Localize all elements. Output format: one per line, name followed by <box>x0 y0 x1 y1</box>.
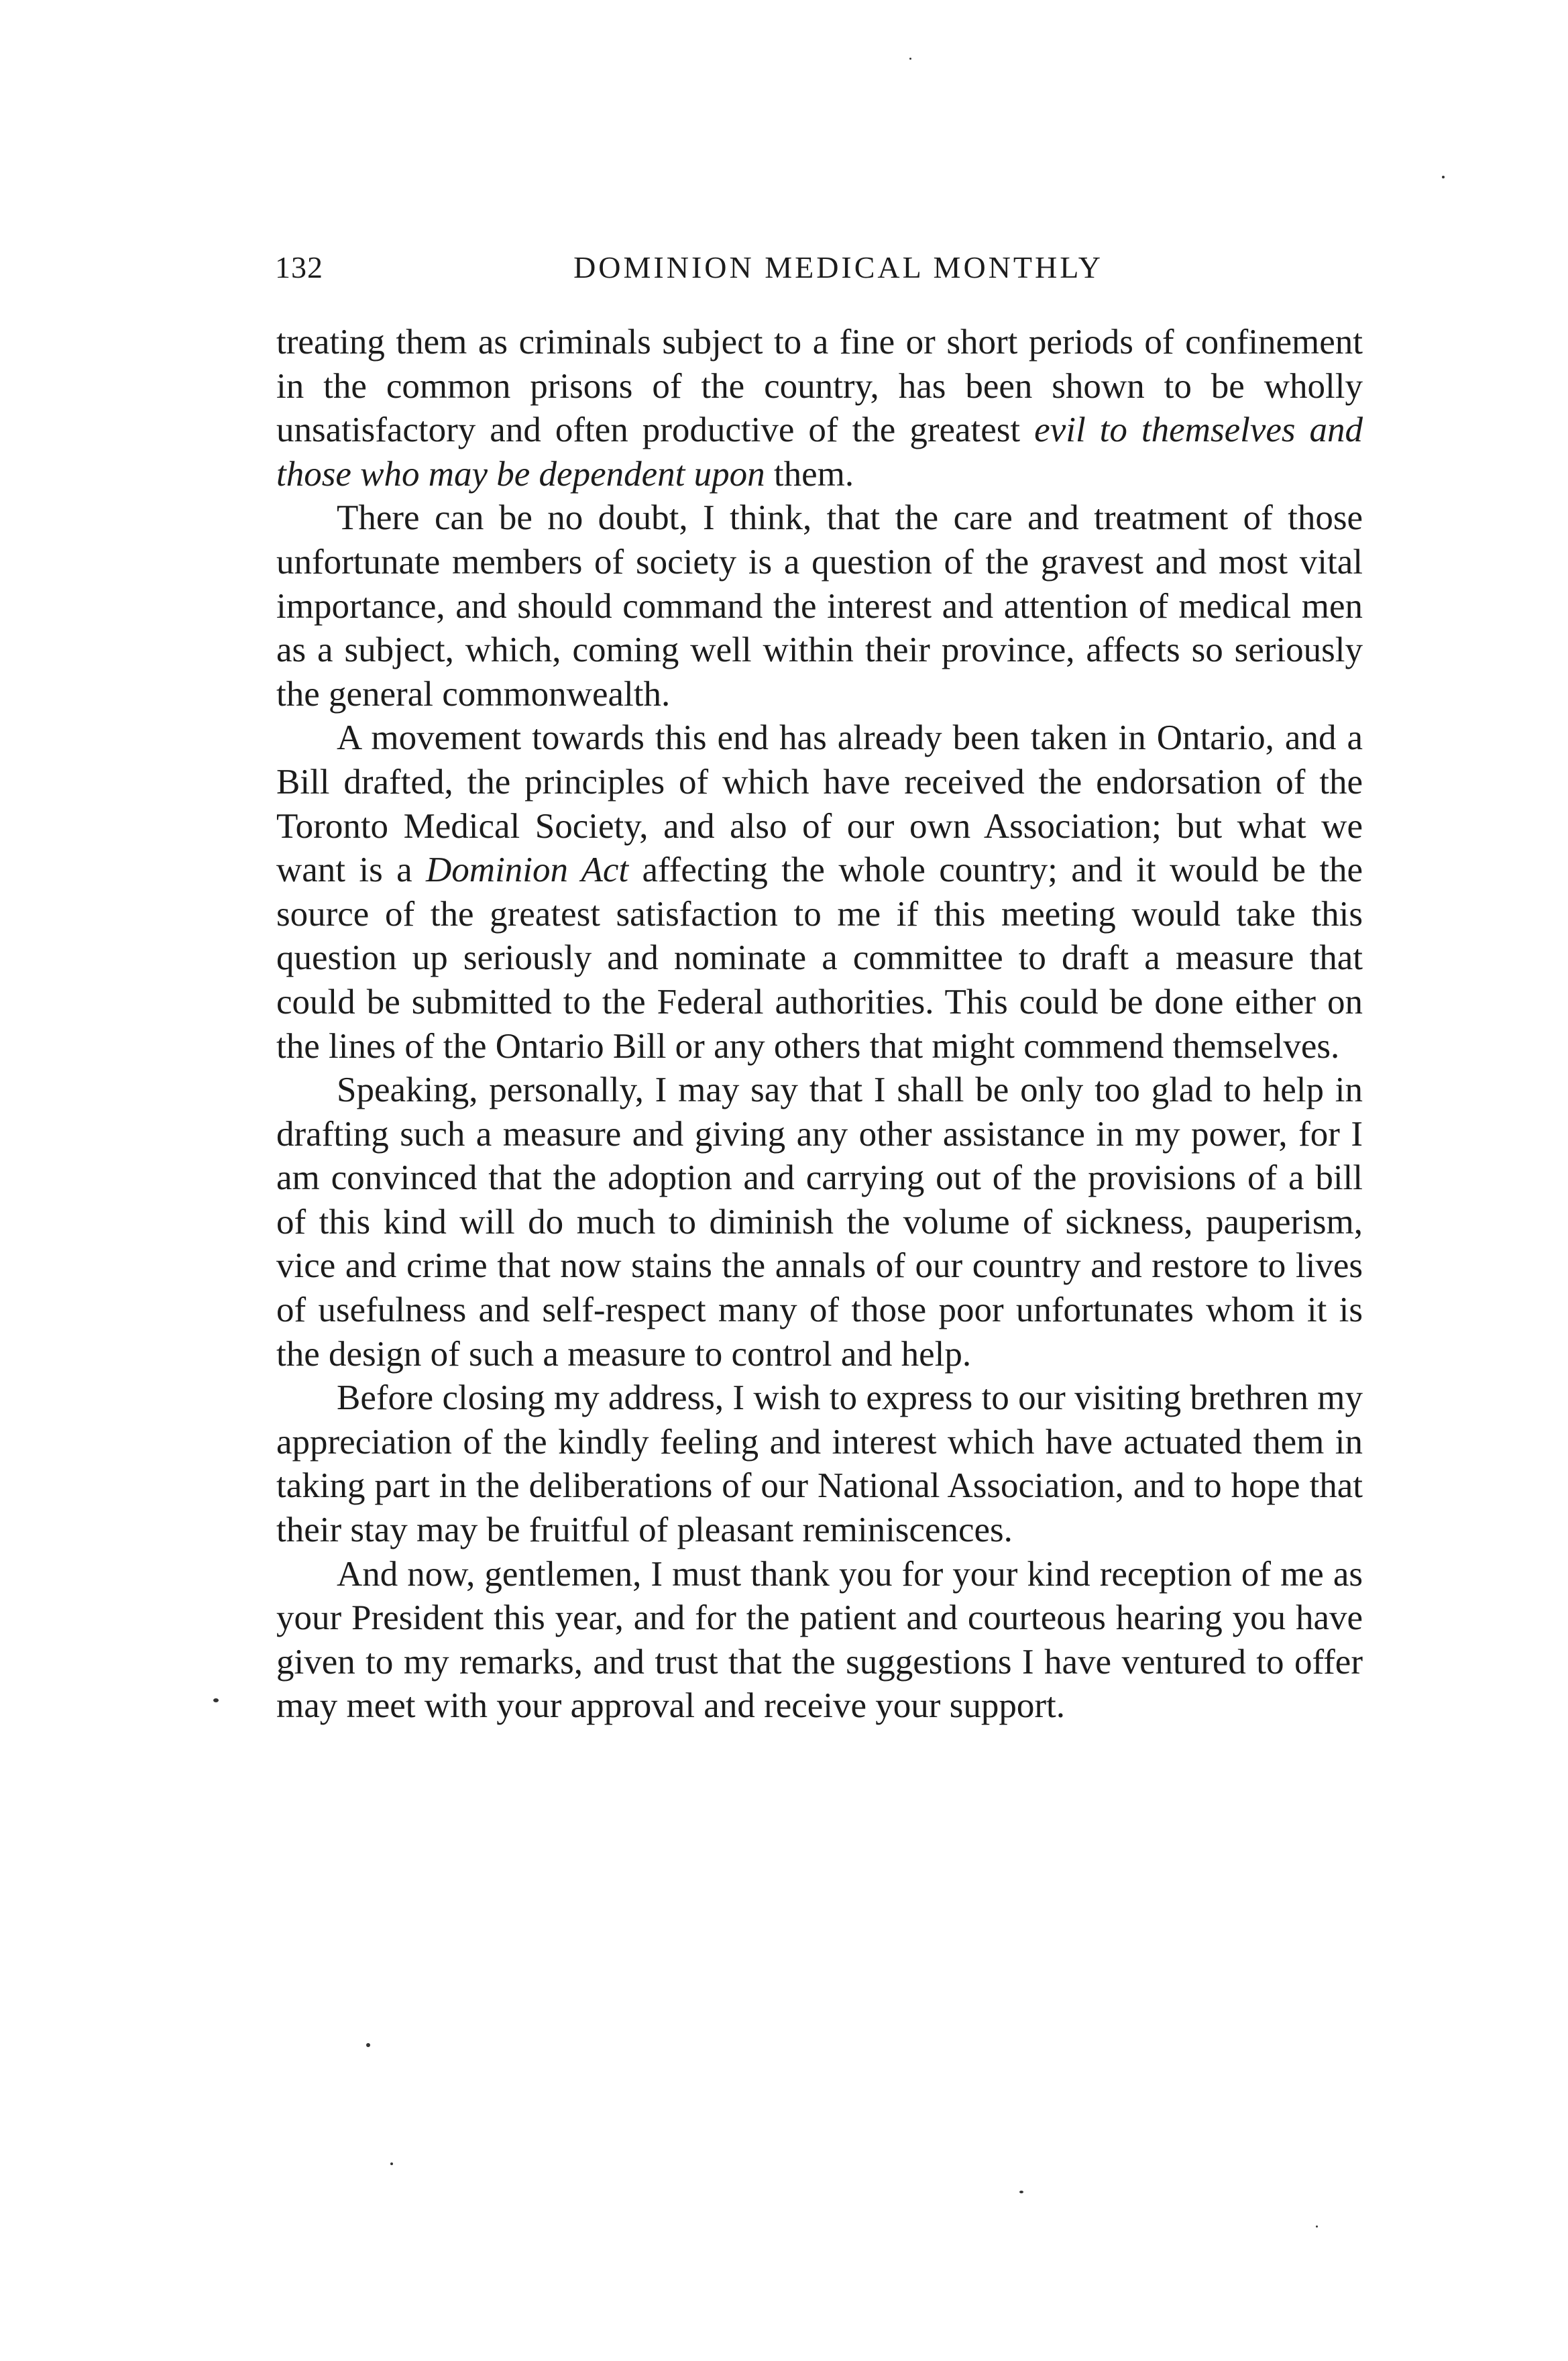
body-text <box>276 321 1363 1728</box>
scan-speck <box>1019 2191 1023 2193</box>
running-title: DOMINION MEDICAL MONTHLY <box>573 250 1103 284</box>
paragraph-2: There can be no doubt, I think, that the care and treatment of those unfortunate members of society is a question of the gravest and most vital importance, and should command the interest and attention of medical men as a subject, which, coming well within their province, affects so seriously the general commonwealth. <box>276 498 1363 714</box>
page-number: 132 <box>275 250 323 284</box>
scan-speck <box>1442 176 1445 178</box>
paragraph-6: And now, gentlemen, I must thank you for your kind reception of me as your President this year, and for the patient and courteous hearing you have given to my remarks, and trust that the suggestions I have ventured to offer may meet with your approval and receive your support. <box>276 1554 1363 1726</box>
scan-speck <box>909 58 911 60</box>
scan-speck <box>213 1698 219 1702</box>
paragraph-1 <box>276 321 1363 496</box>
paragraph-5: Before closing my address, I wish to express to our visiting brethren my appreciation of the kindly feeling and interest which have actuated them in taking part in the deliberations of our National Association, and to hope that their stay may be fruitful of pleasant reminiscences. <box>276 1378 1363 1550</box>
scan-speck <box>390 2162 393 2165</box>
scan-speck <box>366 2043 370 2047</box>
paragraph-1-text-end: them. <box>765 454 854 494</box>
paragraph-3 <box>276 716 1363 1068</box>
paragraph-3-text: A movement towards this end has already been taken in Ontario, and a Bill drafted, the principles of which have received the endorsation of the Toronto Medical Society, and also of our own Association; but what we want is a <box>276 718 1363 890</box>
paragraph-3-italic-text: Dominion Act <box>426 850 629 890</box>
scan-speck <box>1316 2226 1318 2228</box>
paragraph-1-text: treating them as criminals subject to a fine or short periods of confinement in the common prisons of the country, has been shown to be wholly unsatisfactory and often productive of the greatest <box>276 323 1363 450</box>
paragraph-3-text-end: affecting the whole country; and it would be the source of the greatest satisfaction to me if this meeting would take this question up seriously and nominate a committee to draft a measure that could be submitted to the Federal authorities. This could be done either on the lines of the Ontario Bill or any others that might commend themselves. <box>276 850 1363 1066</box>
page-header <box>275 250 1375 296</box>
paragraph-1-italic-text: evil to themselves and those who may be dependent upon <box>276 410 1363 494</box>
paragraph-4: Speaking, personally, I may say that I shall be only too glad to help in drafting such a measure and giving any other assistance in my power, for I am convinced that the adoption and carrying out of the provisions of a bill of this kind will do much to diminish the volume of sickness, pauperism, vice and crime that now stains the annals of our country and restore to lives of usefulness and self-respect many of those poor unfortunates whom it is the design of such a measure to control and help. <box>276 1070 1363 1374</box>
